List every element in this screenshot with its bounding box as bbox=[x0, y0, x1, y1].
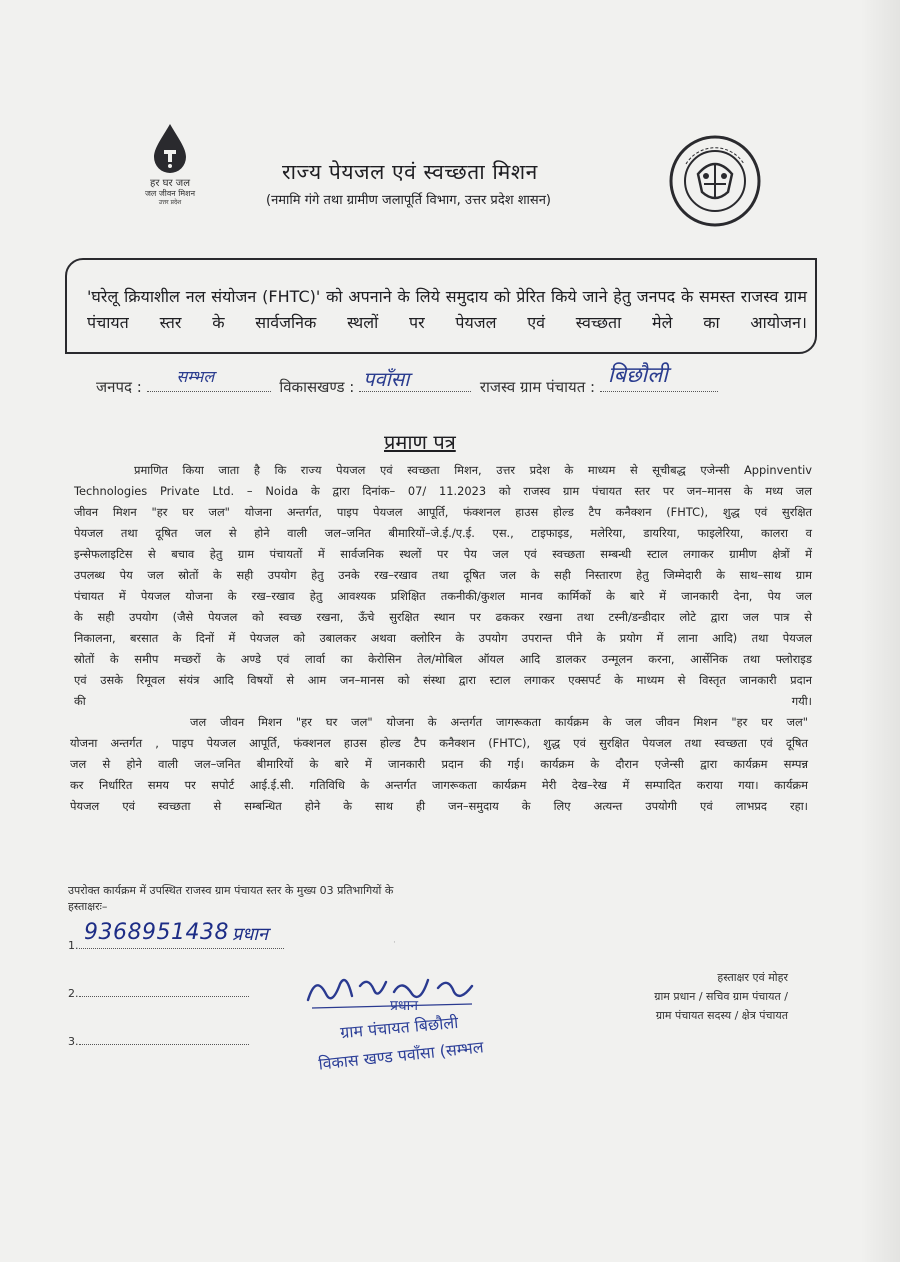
para2-line: योजना अन्तर्गत , पाइप पेयजल आपूर्ति, फंक्शनल हाउस होल्ड टैप कनैक्शन (FHTC), शुद्ध एवं सुरक्षित पेयजल तथा स्वच्छता एवं दूषित bbox=[70, 736, 808, 750]
authority-line-3: ग्राम पंचायत सदस्य / क्षेत्र पंचायत bbox=[655, 1009, 788, 1022]
para2-line: जल जीवन मिशन "हर घर जल" योजना के अन्तर्गत जागरूकता कार्यक्रम के जल जीवन मिशन "हर घर जल" bbox=[190, 715, 808, 729]
para2-line: जल से होने वाली जल–जनित बीमारियों के बारे में जानकारी प्रदान की गई। कार्यक्रम के दौरान एजेन्सी द्वारा कार्यक्रम सम्पन्न bbox=[70, 757, 808, 771]
authority-title: हस्ताक्षर एवं मोहर bbox=[717, 971, 788, 984]
signature-authority bbox=[598, 968, 788, 1025]
block-dotted-line bbox=[359, 367, 471, 392]
panchayat-dotted-line bbox=[600, 363, 718, 392]
para1-line: एवं उसके रिमूवल संयंत्र आदि विषयों से आम जन–मानस को संस्था द्वारा स्टाल लगाकर एक्सपर्ट के माध्यम से विस्तृत जानकारी प्रदान bbox=[74, 673, 812, 687]
faint-mark: · bbox=[393, 938, 396, 948]
logo-line-3: उत्तर प्रदेश bbox=[158, 199, 182, 206]
signature-intro bbox=[68, 883, 393, 915]
block-value: पवाँसा bbox=[363, 367, 410, 391]
mission-title: राज्य पेयजल एवं स्वच्छता मिशन bbox=[282, 160, 538, 184]
paragraph-1 bbox=[74, 460, 812, 712]
district-dotted-line bbox=[147, 367, 271, 392]
signature-line-3 bbox=[68, 1030, 249, 1048]
up-govt-emblem-icon bbox=[668, 134, 762, 228]
para1-line: प्रमाणित किया जाता है कि राज्य पेयजल एवं स्वच्छता मिशन, उत्तर प्रदेश के माध्यम से सूचीबद्ध एजेन्सी Appinventiv bbox=[134, 463, 812, 477]
paper-shadow bbox=[860, 0, 900, 1262]
har-ghar-jal-logo bbox=[130, 122, 210, 207]
event-banner bbox=[65, 258, 817, 354]
signature-line-2-num: 2. bbox=[68, 987, 79, 1000]
signature-line-3-num: 3. bbox=[68, 1035, 79, 1048]
panchayat-label: राजस्व ग्राम पंचायत : bbox=[479, 378, 596, 396]
para1-line: जीवन मिशन "हर घर जल" योजना अन्तर्गत, पाइप पेयजल आपूर्ति, फंक्शनल हाउस होल्ड टैप कनैक्शन (FHTC), शुद्ध एवं सुरक्षित bbox=[74, 505, 812, 519]
signature-line-1-num: 1. bbox=[68, 939, 79, 952]
stamp-panchayat: ग्राम पंचायत बिछौली bbox=[339, 1012, 459, 1043]
para1-line: Technologies Private Ltd. – Noida के द्वारा दिनांक– 07/ 11.2023 को राजस्व ग्राम पंचायत स्तर पर जन–मानस के मध्य जल bbox=[74, 484, 812, 498]
para1-line: निकालना, बरसात के दिनों में पेयजल को उबालकर अथवा क्लोरिन के उपयोग उपरान्त पीने के प्रयोग में लाना आदि) तथा पेयजल bbox=[74, 631, 812, 645]
para1-line: पेयजल तथा दूषित जल से होने वाली जल–जनित बीमारियों–जे.ई./ए.ई. एस., टाइफाइड, मलेरिया, डायरिया, फाइलेरिया, कालरा व bbox=[74, 526, 812, 540]
block-label: विकासखण्ड : bbox=[279, 378, 355, 396]
signature-intro-line-1: उपरोक्त कार्यक्रम में उपस्थित राजस्व ग्राम पंचायत स्तर के मुख्य 03 प्रतिभागियों के bbox=[68, 884, 394, 897]
mission-subtitle: (नमामि गंगे तथा ग्रामीण जलापूर्ति विभाग, उत्तर प्रदेश शासन) bbox=[266, 193, 551, 208]
logo-line-2: जल जीवन मिशन bbox=[144, 189, 196, 198]
district-label: जनपद : bbox=[96, 378, 142, 396]
banner-text: 'घरेलू क्रियाशील नल संयोजन (FHTC)' को अपनाने के लिये समुदाय को प्रेरित किये जाने हेतु जनपद के समस्त राजस्व ग्राम पंचायत स्तर के सार्वजनिक स्थलों पर पेयजल एवं स्वच्छता मेले का आयोजन। bbox=[87, 287, 807, 332]
authority-line-2: ग्राम प्रधान / सचिव ग्राम पंचायत / bbox=[654, 990, 788, 1003]
para1-line: के सही उपयोग (जैसे पेयजल को स्वच्छ रखना, ऊँचे सुरक्षित स्थान पर ढककर रखना तथा टस्नी/डन्डीदार लोटे द्वारा जल पात्र से bbox=[74, 610, 812, 624]
signature-line-3-dots bbox=[79, 1030, 249, 1045]
certificate-title: प्रमाण पत्र bbox=[384, 430, 456, 454]
para1-line: स्रोतों के समीप मच्छरों के अण्डे एवं लार्वा का केरोसिन तेल/मोबिल ऑयल आदि डालकर उन्मूलन करना, आर्सेनिक तथा फ्लोराइड bbox=[74, 652, 812, 666]
para2-line: कर निर्धारित समय पर सपोर्ट आई.ई.सी. गतिविधि के अन्तर्गत जागरूकता कार्यक्रम मेरी देख–रेख में सम्पादित कराया गया। कार्यक्रम bbox=[70, 778, 808, 792]
para1-line: पंचायत में पेयजल योजना के रख–रखाव हेतु आवश्यक प्रशिक्षित तकनीकी/कुशल मानव कार्मिकों के बारे में जानकारी देना, पेय जल bbox=[74, 589, 812, 603]
logo-line-1: हर घर जल bbox=[150, 178, 190, 189]
location-fields bbox=[96, 363, 718, 397]
stamp-role: प्रधान bbox=[390, 998, 418, 1014]
signature-line-2-dots bbox=[79, 982, 249, 997]
para2-line: पेयजल एवं स्वच्छता से सम्बन्धित होने के साथ ही जन–समुदाय के लिए अत्यन्त उपयोगी एवं लाभप्रद रहा। bbox=[70, 799, 808, 813]
para1-line: इन्सेफलाइटिस से बचाव हेतु ग्राम पंचायतों में सार्वजनिक स्थलों पर पेय जल एवं स्वच्छता सम्बन्धी स्टाल लगाकर ग्रामीण क्षेत्रों में bbox=[74, 547, 812, 561]
paragraph-2 bbox=[70, 712, 808, 817]
stamp-block: विकास खण्ड पवाँसा (सम्भल bbox=[317, 1037, 485, 1074]
signature-intro-line-2: हस्ताक्षरः– bbox=[68, 900, 108, 913]
signature-line-2 bbox=[68, 982, 249, 1000]
para1-line: उपलब्ध पेय जल स्रोतों के सही उपयोग हेतु उनके रख–रखाव तथा दूषित जल के सही निस्तारण हेतु जिम्मेदारी के साथ–साथ ग्राम bbox=[74, 568, 812, 582]
district-value: सम्भल bbox=[176, 367, 215, 386]
participant-role: प्रधान bbox=[232, 924, 268, 945]
participant-phone: 9368951438 bbox=[84, 920, 229, 945]
para1-line: की गयी। bbox=[74, 694, 812, 708]
water-drop-icon bbox=[150, 122, 190, 174]
panchayat-value: बिछौली bbox=[607, 363, 668, 388]
